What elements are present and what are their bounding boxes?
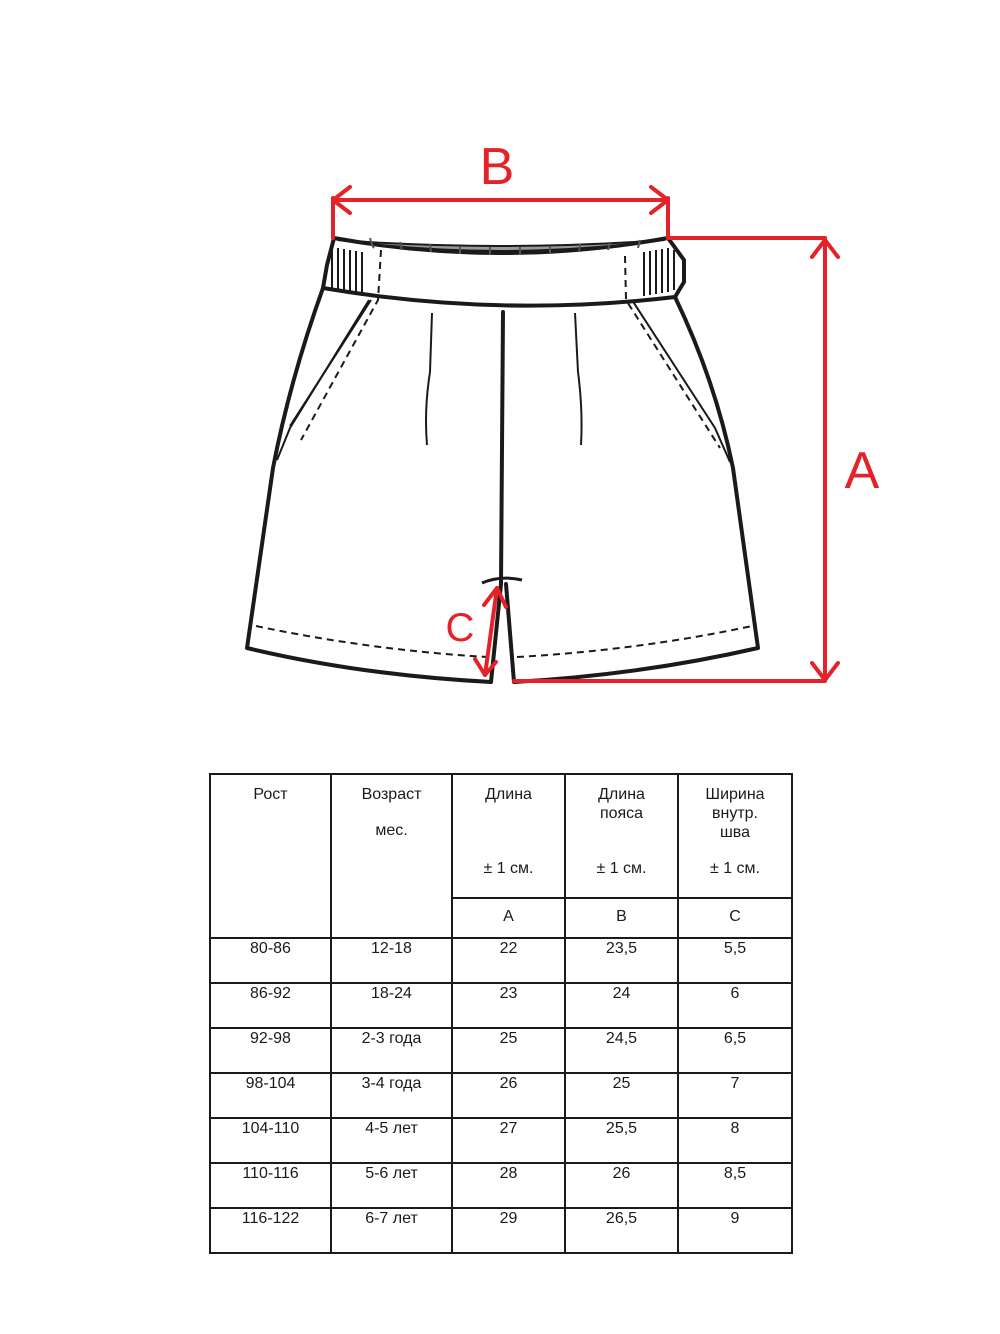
cell-age: 3-4 года — [331, 1073, 452, 1118]
cell-height: 110-116 — [210, 1163, 331, 1208]
label-c: C — [445, 606, 475, 650]
header-height — [210, 774, 331, 938]
cell-height: 104-110 — [210, 1118, 331, 1163]
header-title: Длина — [485, 786, 532, 803]
header-age — [331, 774, 452, 938]
cell-height: 92-98 — [210, 1028, 331, 1073]
letter-b: B — [565, 898, 678, 938]
table-row — [210, 938, 792, 983]
cell-height: 116-122 — [210, 1208, 331, 1253]
cell-age: 18-24 — [331, 983, 452, 1028]
table-row — [210, 1028, 792, 1073]
table-row — [210, 1208, 792, 1253]
cell-b: 25,5 — [565, 1118, 678, 1163]
cell-c: 5,5 — [678, 938, 792, 983]
header-title: Ширина внутр. шва — [705, 786, 765, 841]
header-unit: ± 1 см. — [483, 860, 534, 877]
cell-a: 28 — [452, 1163, 565, 1208]
cell-b: 25 — [565, 1073, 678, 1118]
cell-c: 9 — [678, 1208, 792, 1253]
letter-a: A — [452, 898, 565, 938]
shorts-outline — [247, 238, 758, 682]
right-leg — [506, 297, 758, 682]
cell-a: 27 — [452, 1118, 565, 1163]
cell-b: 23,5 — [565, 938, 678, 983]
cell-b: 24 — [565, 983, 678, 1028]
cell-c: 6 — [678, 983, 792, 1028]
cell-c: 6,5 — [678, 1028, 792, 1073]
cell-c: 7 — [678, 1073, 792, 1118]
header-unit: ± 1 см. — [596, 860, 647, 877]
cell-age: 5-6 лет — [331, 1163, 452, 1208]
cell-age: 6-7 лет — [331, 1208, 452, 1253]
cell-b: 26 — [565, 1163, 678, 1208]
cell-a: 25 — [452, 1028, 565, 1073]
dimension-b-line — [333, 198, 668, 238]
table-row — [210, 1163, 792, 1208]
table-row — [210, 983, 792, 1028]
table-row — [210, 1073, 792, 1118]
cell-height: 98-104 — [210, 1073, 331, 1118]
cell-height: 80-86 — [210, 938, 331, 983]
letter-c: C — [678, 898, 792, 938]
cell-age: 12-18 — [331, 938, 452, 983]
header-title: Рост — [253, 786, 288, 803]
cell-height: 86-92 — [210, 983, 331, 1028]
label-a: A — [844, 442, 880, 500]
cell-age: 4-5 лет — [331, 1118, 452, 1163]
header-title: Длина пояса — [598, 786, 645, 822]
cell-a: 23 — [452, 983, 565, 1028]
table-row — [210, 1118, 792, 1163]
cell-age: 2-3 года — [331, 1028, 452, 1073]
cell-a: 22 — [452, 938, 565, 983]
header-unit: ± 1 см. — [709, 860, 760, 877]
header-inseam-width — [678, 774, 792, 898]
cell-a: 29 — [452, 1208, 565, 1253]
size-table — [209, 773, 793, 1254]
cell-b: 24,5 — [565, 1028, 678, 1073]
header-subtitle: мес. — [375, 822, 408, 839]
cell-c: 8,5 — [678, 1163, 792, 1208]
header-waist-length — [565, 774, 678, 898]
cell-b: 26,5 — [565, 1208, 678, 1253]
header-title: Возраст — [361, 786, 422, 803]
cell-a: 26 — [452, 1073, 565, 1118]
header-length — [452, 774, 565, 898]
label-b: B — [479, 138, 515, 196]
cell-c: 8 — [678, 1118, 792, 1163]
header-row — [210, 774, 792, 898]
